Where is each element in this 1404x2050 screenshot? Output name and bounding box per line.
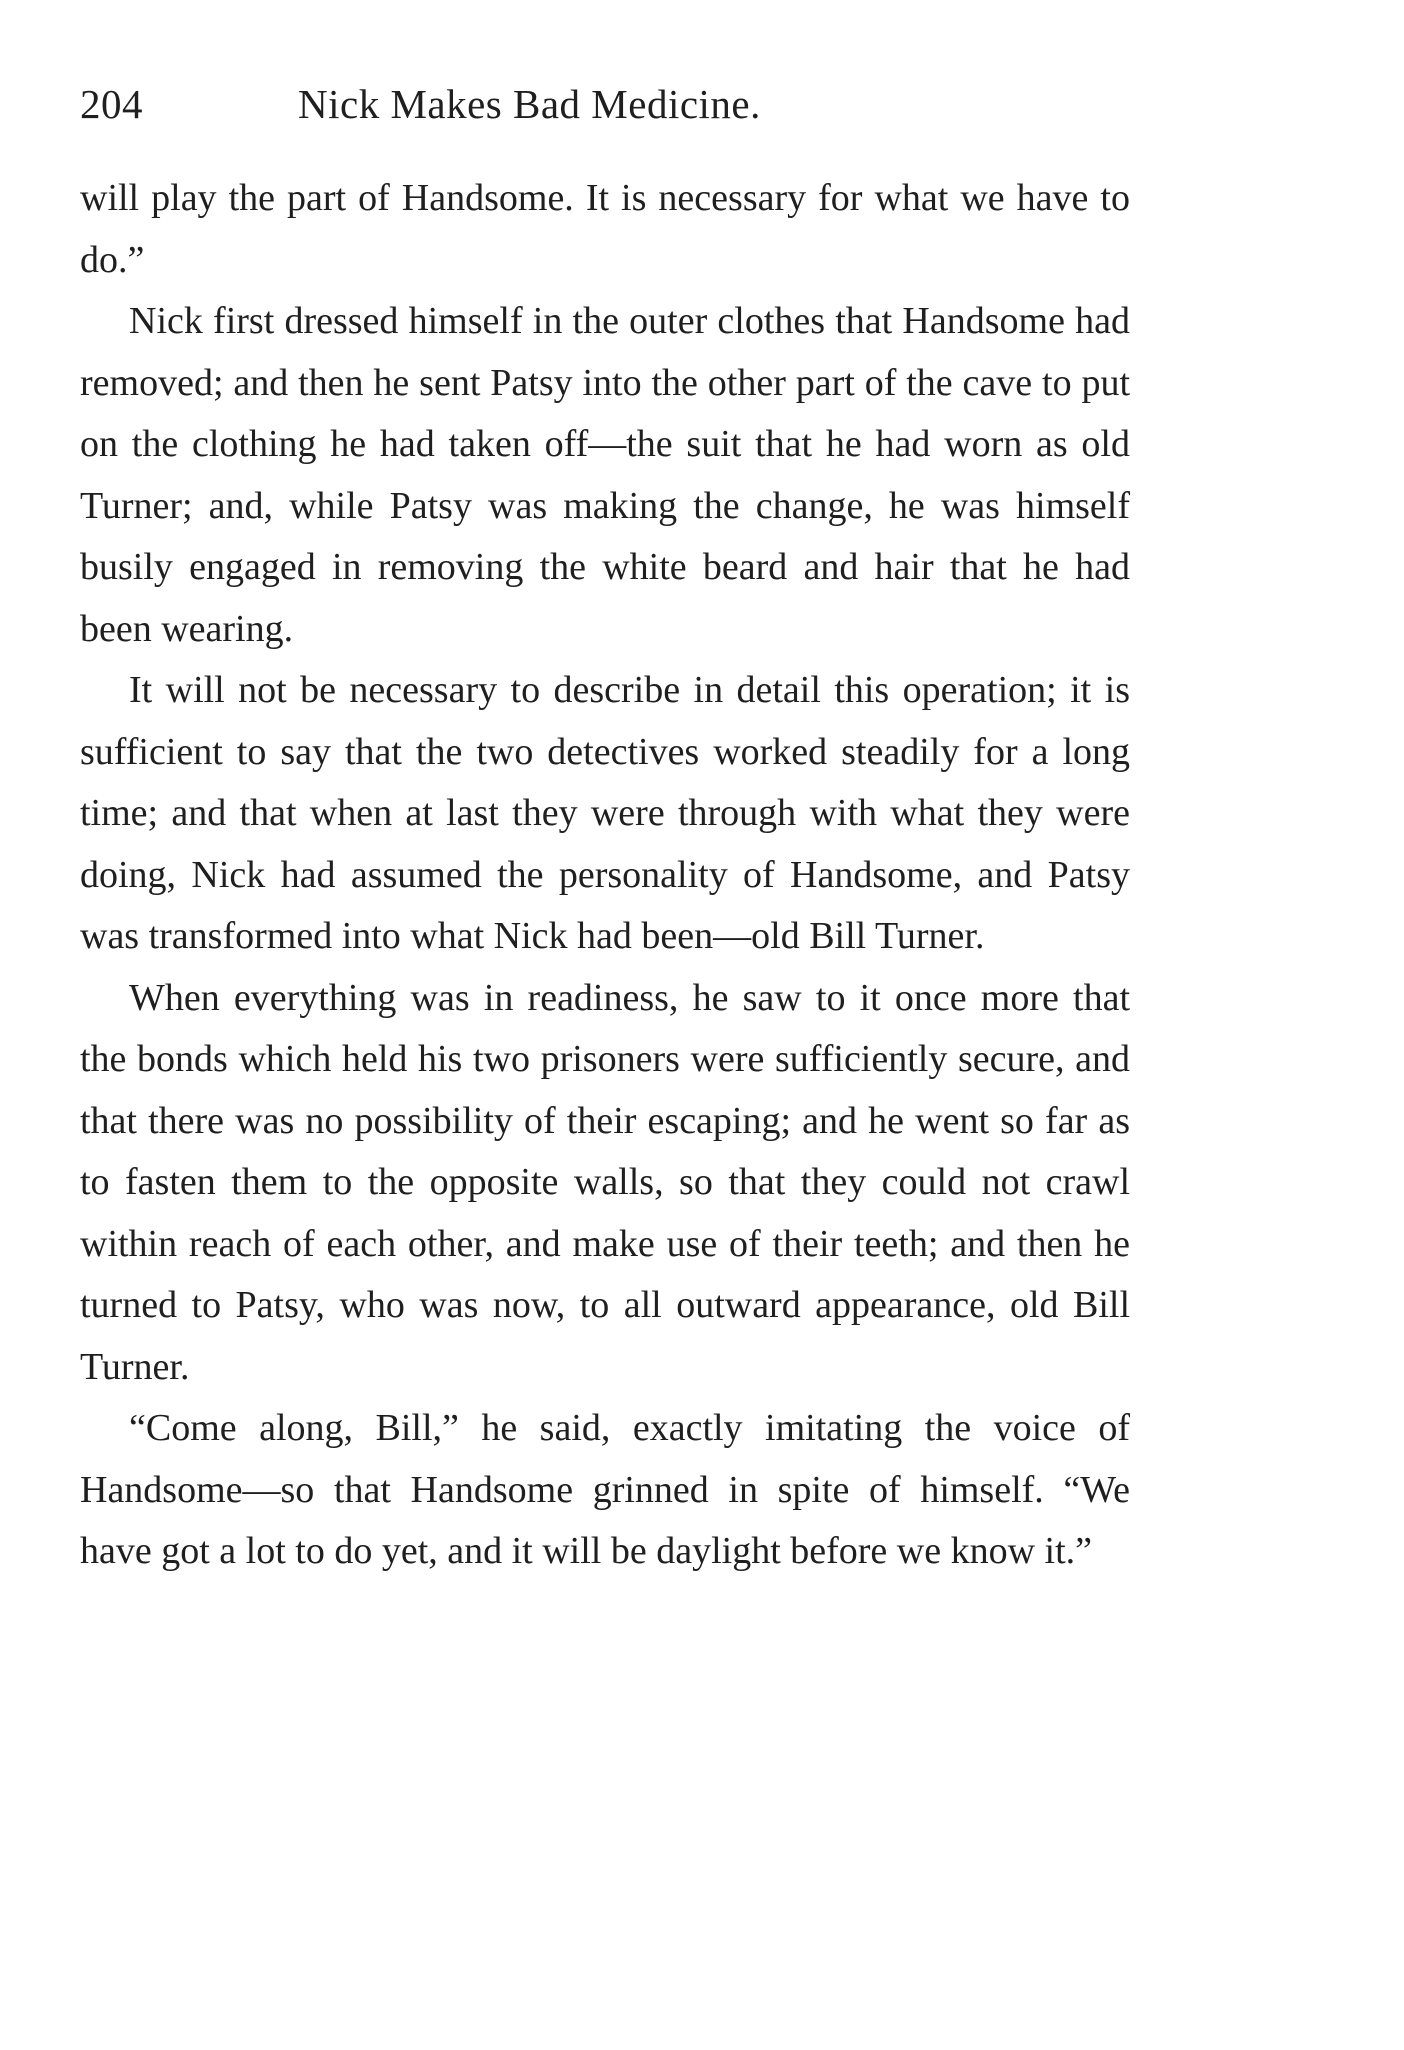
- paragraph: When everything was in readiness, he saw to it once more that the bonds which held his two prisoners were sufficiently secure, and that there was no possibility of their escaping; and he went so far as to fasten them to the opposite walls, so that they could not crawl within reach of each other, and make use of their teeth; and then he turned to Patsy, who was now, to all outward appearance, old Bill Turner.: [80, 976, 1130, 1388]
- paragraph-continuation: will play the part of Handsome. It is necessary for what we have to do.”: [80, 177, 1130, 281]
- paragraph: “Come along, Bill,” he said, exactly imitating the voice of Handsome—so that Handsome grinned in spite of himself. “We have got a lot to do yet, and it will be daylight before we know it.”: [80, 1407, 1130, 1572]
- paragraph: It will not be necessary to describe in detail this operation; it is sufficient to say that the two detectives worked steadily for a long time; and that when at last they were through with what they were doing, Nick had assumed the personality of Handsome, and Patsy was transformed into what Nick had been—old Bill Turner.: [80, 669, 1130, 957]
- running-title: Nick Makes Bad Medicine.: [298, 81, 761, 127]
- body-text: [80, 168, 1130, 1583]
- paragraph: Nick first dressed himself in the outer clothes that Handsome had removed; and then he sent Patsy into the other part of the cave to put on the clothing he had taken off—the suit that he had worn as old Turner; and, while Patsy was making the change, he was himself busily engaged in removing the white beard and hair that he had been wearing.: [80, 300, 1130, 650]
- page-number: 204: [80, 81, 143, 127]
- page-header: [80, 74, 1140, 134]
